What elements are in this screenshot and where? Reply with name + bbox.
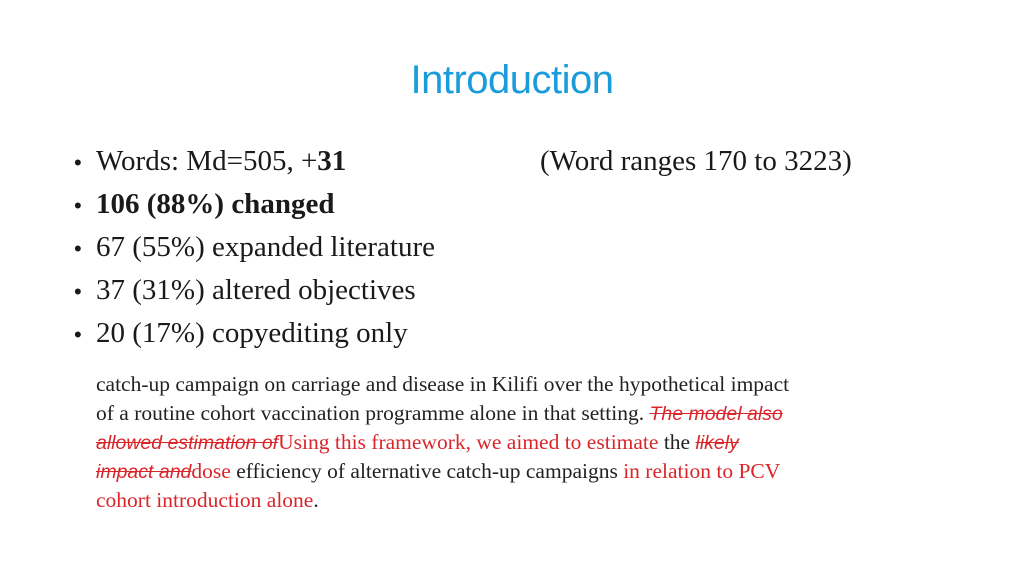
deleted-text: allowed estimation of (96, 432, 279, 454)
excerpt-line-4 (96, 457, 916, 486)
bullet-icon: • (74, 150, 82, 175)
excerpt-line-5 (96, 486, 916, 515)
inserted-text: in relation to PCV (623, 459, 781, 483)
bullet-item-words (74, 142, 435, 185)
word-range-note: (Word ranges 170 to 3223) (540, 145, 852, 177)
deleted-text: likely (695, 432, 739, 454)
inserted-text: cohort introduction alone (96, 488, 314, 512)
excerpt-line-2 (96, 399, 916, 428)
bullet-icon: • (74, 193, 82, 218)
excerpt-text: of a routine cohort vaccination programme alone in that setting. (96, 401, 650, 425)
inserted-text: Using this framework, we aimed to estimate (278, 430, 659, 454)
bullet-changed-text: 106 (88%) changed (96, 188, 335, 220)
deleted-text: impact and (96, 461, 192, 483)
excerpt-line-1 (96, 370, 916, 399)
bullet-icon: • (74, 236, 82, 261)
bullet-item-changed (74, 185, 435, 228)
excerpt-text: the (658, 430, 696, 454)
bullet-item-objectives (74, 271, 435, 314)
excerpt-line-3 (96, 428, 916, 457)
bullet-words-bold: 31 (317, 145, 347, 177)
excerpt-text: catch-up campaign on carriage and disease in Kilifi over the hypothetical impact (96, 372, 790, 396)
tracked-changes-excerpt (96, 370, 916, 515)
bullet-item-copyediting (74, 314, 435, 357)
excerpt-text: efficiency of alternative catch-up campaigns (230, 459, 624, 483)
bullet-list (74, 142, 435, 357)
bullet-literature-text: 67 (55%) expanded literature (96, 231, 435, 263)
bullet-copyediting-text: 20 (17%) copyediting only (96, 317, 408, 349)
bullet-item-literature (74, 228, 435, 271)
bullet-words-text: Words: Md=505, + (96, 145, 318, 177)
inserted-text: dose (191, 459, 231, 483)
excerpt-text: . (313, 488, 319, 512)
slide-title: Introduction (410, 58, 614, 102)
bullet-objectives-text: 37 (31%) altered objectives (96, 274, 416, 306)
bullet-icon: • (74, 279, 82, 304)
bullet-icon: • (74, 322, 82, 347)
deleted-text: The model also (649, 403, 783, 425)
